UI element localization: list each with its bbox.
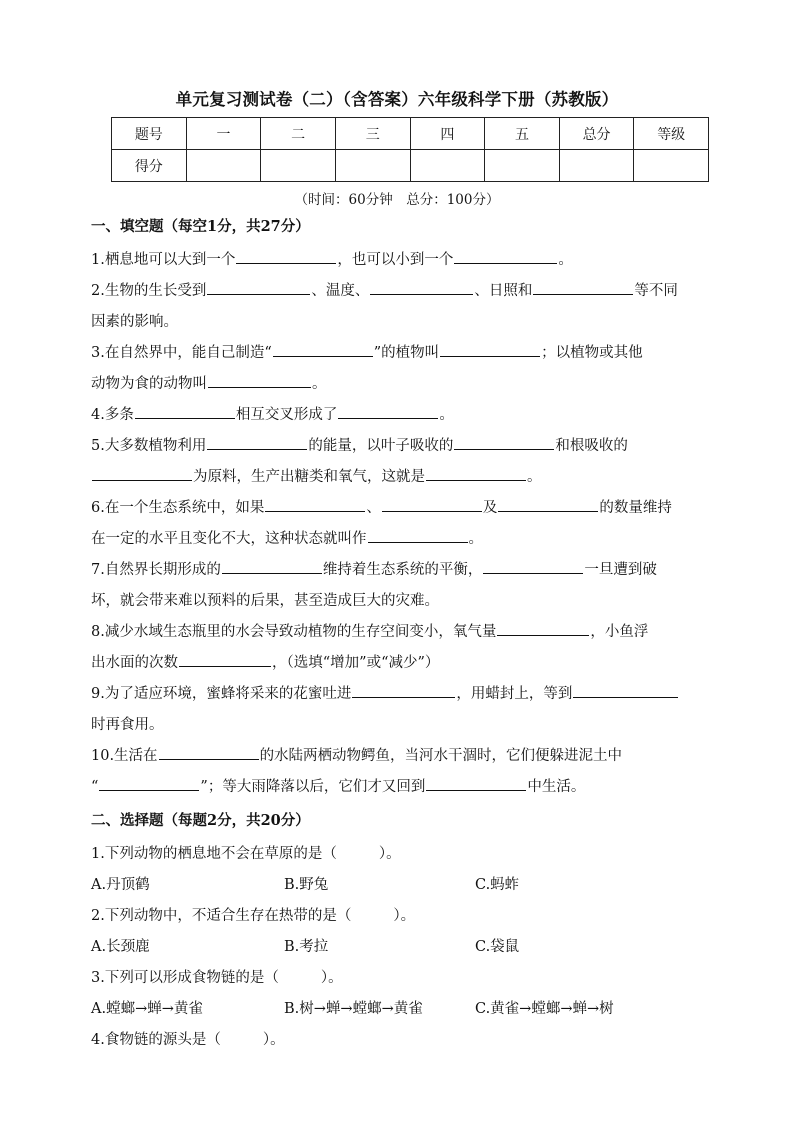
option-a[interactable]: A.长颈鹿 <box>91 939 150 955</box>
question-text: ）。 <box>393 908 416 924</box>
options-row <box>91 994 703 1025</box>
section-heading: 二、选择题（每题2分，共20分） <box>91 812 310 829</box>
option-b[interactable]: B.野兔 <box>284 877 329 893</box>
answer-blank[interactable] <box>92 463 192 481</box>
score-cell[interactable] <box>559 150 634 182</box>
options-row <box>91 870 703 901</box>
option-c[interactable]: C.黄雀→螳螂→蝉→树 <box>475 1001 614 1017</box>
answer-blank[interactable] <box>159 742 259 760</box>
score-cell[interactable] <box>335 150 410 182</box>
header-cell: 二 <box>261 118 336 150</box>
score-cell[interactable] <box>485 150 560 182</box>
question-text: 。 <box>468 531 483 547</box>
answer-blank[interactable] <box>273 339 373 357</box>
question-text: ”；等大雨降落以后，它们才又回到 <box>200 779 426 795</box>
question-text: 。 <box>527 469 542 485</box>
question-text: 一旦遭到破 <box>584 562 657 578</box>
answer-blank[interactable] <box>440 339 540 357</box>
question-text: 1.栖息地可以大到一个 <box>91 252 236 268</box>
answer-blank[interactable] <box>222 556 322 574</box>
score-cell[interactable] <box>261 150 336 182</box>
question-text: 3.在自然界中，能自己制造“ <box>91 345 272 361</box>
question-2 <box>91 276 703 338</box>
question-text: ，也可以小到一个 <box>337 252 454 268</box>
header-cell: 题号 <box>112 118 187 150</box>
score-cell[interactable] <box>634 150 709 182</box>
question-text: 10.生活在 <box>91 748 158 764</box>
answer-blank[interactable] <box>208 370 311 388</box>
question-text: ）。 <box>378 846 401 862</box>
option-c[interactable]: C.袋鼠 <box>475 939 520 955</box>
question-1 <box>91 245 703 276</box>
question-text: 的能量，以叶子吸收的 <box>308 438 454 454</box>
score-table-score-row <box>112 150 709 182</box>
answer-blank[interactable] <box>135 401 235 419</box>
question-text: ”的植物叫 <box>373 345 440 361</box>
choice-question-1 <box>91 839 703 870</box>
question-10 <box>91 741 703 803</box>
score-cell[interactable] <box>410 150 485 182</box>
question-text: 8.减少水域生态瓶里的水会导致动植物的生存空间变小，氧气量 <box>91 624 497 640</box>
question-text: ；以植物或其他 <box>541 345 643 361</box>
answer-blank[interactable] <box>426 463 526 481</box>
header-cell: 等级 <box>634 118 709 150</box>
exam-content <box>91 209 703 1056</box>
answer-blank[interactable] <box>236 246 336 264</box>
question-4 <box>91 400 703 431</box>
question-text: 9.为了适应环境，蜜蜂将采来的花蜜吐进 <box>91 686 352 702</box>
question-text: 等不同 <box>634 283 678 299</box>
page-title: 单元复习测试卷（二）（含答案）六年级科学下册（苏教版） <box>175 90 619 109</box>
question-text: 相互交叉形成了 <box>235 407 338 423</box>
answer-blank[interactable] <box>338 401 438 419</box>
answer-blank[interactable] <box>368 525 468 543</box>
answer-blank[interactable] <box>483 556 583 574</box>
answer-blank[interactable] <box>533 277 633 295</box>
question-text: 1.下列动物的栖息地不会在草原的是（ <box>91 846 337 862</box>
question-text: 及 <box>482 500 498 516</box>
question-text: ）。 <box>320 970 343 986</box>
question-text: 6.在一个生态系统中，如果 <box>91 500 265 516</box>
question-text: 4.多条 <box>91 407 134 423</box>
header-cell: 四 <box>410 118 485 150</box>
answer-blank[interactable] <box>265 494 365 512</box>
question-text: 、日照和 <box>474 283 533 299</box>
question-text: 动物为食的动物叫 <box>91 376 207 392</box>
question-5 <box>91 431 703 493</box>
question-6 <box>91 493 703 555</box>
header-cell: 五 <box>485 118 560 150</box>
question-3 <box>91 338 703 400</box>
time-info: （时间：60分钟 总分：100分） <box>294 192 500 208</box>
option-a[interactable]: A.螳螂→蝉→黄雀 <box>91 1001 203 1017</box>
question-text: 因素的影响。 <box>91 314 178 330</box>
score-table-header-row <box>112 118 709 150</box>
header-cell: 总分 <box>559 118 634 150</box>
question-text: ，小鱼浮 <box>590 624 649 640</box>
answer-blank[interactable] <box>352 680 455 698</box>
question-text: ，（选填“增加”或“减少”） <box>272 655 440 671</box>
options-row <box>91 932 703 963</box>
choice-question-3 <box>91 963 703 994</box>
question-text: 2.生物的生长受到 <box>91 283 207 299</box>
question-9 <box>91 679 703 741</box>
answer-blank[interactable] <box>179 649 271 667</box>
answer-blank[interactable] <box>99 773 199 791</box>
question-text: 为原料，生产出糖类和氧气，这就是 <box>193 469 425 485</box>
answer-blank[interactable] <box>497 618 589 636</box>
question-text: ，用蜡封上，等到 <box>456 686 573 702</box>
answer-blank[interactable] <box>207 277 310 295</box>
question-text: 4.食物链的源头是（ <box>91 1032 221 1048</box>
answer-blank[interactable] <box>573 680 678 698</box>
question-text: 。 <box>558 252 573 268</box>
question-text: 的数量维持 <box>599 500 672 516</box>
score-cell[interactable] <box>186 150 261 182</box>
question-text: 中生活。 <box>527 779 586 795</box>
answer-blank[interactable] <box>382 494 482 512</box>
answer-blank[interactable] <box>426 773 526 791</box>
question-text: 的水陆两栖动物鳄鱼，当河水干涸时，它们便躲进泥土中 <box>259 748 623 764</box>
answer-blank[interactable] <box>370 277 473 295</box>
question-text: ）。 <box>262 1032 285 1048</box>
question-text: 在一定的水平且变化不大，这种状态就叫作 <box>91 531 367 547</box>
question-text: 和根吸收的 <box>555 438 628 454</box>
question-text: 。 <box>439 407 454 423</box>
question-7 <box>91 555 703 617</box>
question-text: 5.大多数植物利用 <box>91 438 207 454</box>
option-b[interactable]: B.考拉 <box>284 939 329 955</box>
option-a[interactable]: A.丹顶鹤 <box>91 877 150 893</box>
answer-blank[interactable] <box>207 432 307 450</box>
header-cell: 三 <box>335 118 410 150</box>
question-text: 7.自然界长期形成的 <box>91 562 221 578</box>
choice-question-2 <box>91 901 703 932</box>
header-cell: 一 <box>186 118 261 150</box>
section-heading: 一、填空题（每空1分，共27分） <box>91 218 310 235</box>
question-text: 出水面的次数 <box>91 655 178 671</box>
option-c[interactable]: C.蚂蚱 <box>475 877 520 893</box>
answer-blank[interactable] <box>454 246 557 264</box>
answer-blank[interactable] <box>454 432 554 450</box>
question-text: “ <box>91 779 99 795</box>
question-text: 、温度、 <box>311 283 370 299</box>
answer-blank[interactable] <box>498 494 598 512</box>
score-table <box>111 117 709 182</box>
option-b[interactable]: B.树→蝉→螳螂→黄雀 <box>284 1001 423 1017</box>
question-text: 、 <box>366 500 381 516</box>
question-text: 。 <box>312 376 327 392</box>
question-text: 坏，就会带来难以预料的后果，甚至造成巨大的灾难。 <box>91 593 439 609</box>
question-text: 时再食用。 <box>91 717 164 733</box>
question-text: 维持着生态系统的平衡， <box>322 562 483 578</box>
row-label-cell: 得分 <box>112 150 187 182</box>
choice-question-4 <box>91 1025 703 1056</box>
question-text: 3.下列可以形成食物链的是（ <box>91 970 279 986</box>
question-8 <box>91 617 703 679</box>
question-text: 2.下列动物中，不适合生存在热带的是（ <box>91 908 352 924</box>
